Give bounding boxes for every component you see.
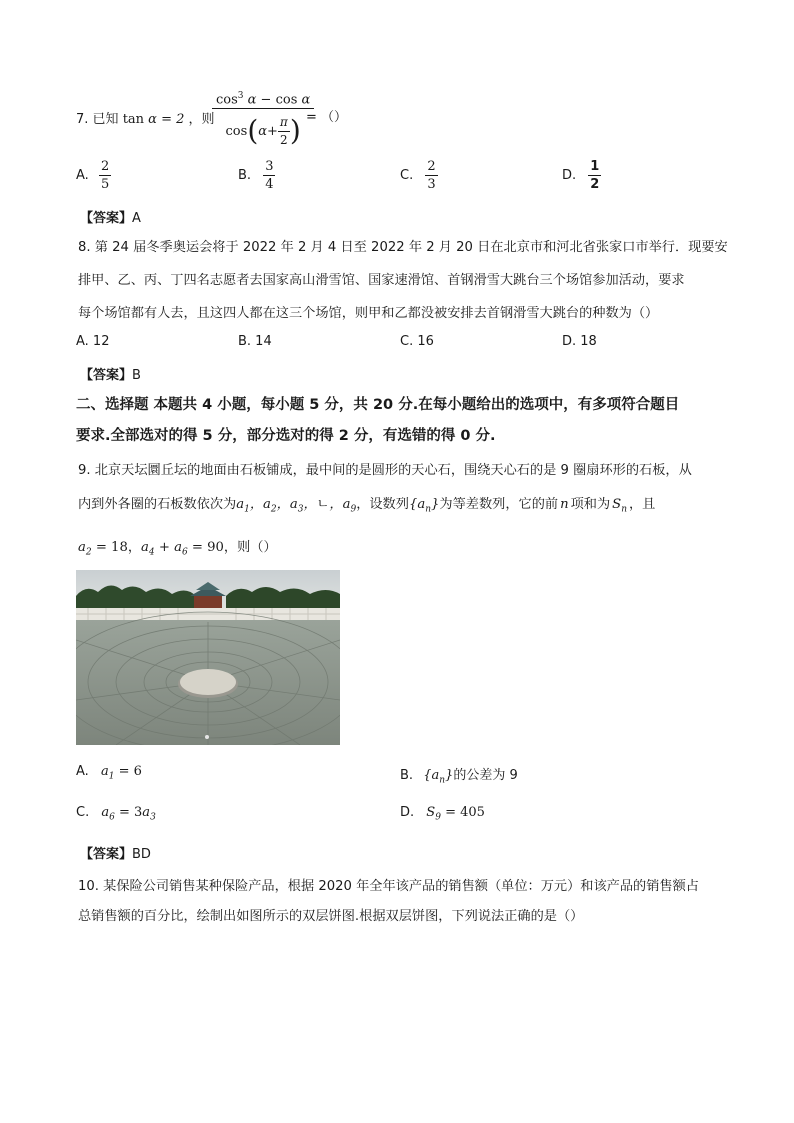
q8-answer-label: 【答案】: [80, 368, 133, 383]
q7-option-b-letter: B.: [238, 168, 252, 183]
q9-line-2: 内到外各圈的石板数依次为$a_1$，$a_2$，$a_3$，ㄴ，$a_9$，设数列$\{a_n\}$为等差数列，它的前 n 项和为 $S_n$ ，且: [78, 497, 656, 515]
q7-option-d-letter: D.: [562, 168, 577, 183]
q9-answer: [80, 843, 151, 862]
q7-option-c-letter: C.: [400, 168, 414, 183]
q9-option-c[interactable]: C. $a_6 = 3a_3$: [76, 805, 156, 823]
q7-tail: = （）: [306, 110, 348, 125]
q7-option-c[interactable]: C. $\frac{2}{3}$: [400, 159, 436, 192]
q7-fraction: [212, 88, 314, 153]
q9-option-d[interactable]: D. $S_9 = 405$: [400, 805, 485, 823]
q7-option-b[interactable]: B. $\frac{3}{4}$: [238, 159, 274, 192]
q7-frac-denominator: cos ( α+ $\frac{\pi}{2}$ ): [225, 114, 301, 148]
q8-answer: [80, 364, 141, 383]
section-2-heading-line-2: 要求.全部选对的得 5 分，部分选对的得 2 分，有选错的得 0 分.: [76, 428, 496, 444]
q9-line-1: 9. 北京天坛圜丘坛的地面由石板铺成，最中间的是圆形的天心石，围绕天心石的是 9 圈扇环形的石板，从: [78, 463, 692, 478]
q7-option-d[interactable]: D. $\frac{1}{2}$: [562, 159, 600, 192]
q7-option-a[interactable]: A. $\frac{2}{5}$: [76, 159, 110, 192]
q7-then: ，则: [188, 112, 215, 127]
q9-sequence: $a_1$，$a_2$，$a_3$，ㄴ，$a_9$: [236, 497, 357, 515]
q8-option-c[interactable]: C. 16: [400, 334, 434, 349]
q7-answer-label: 【答案】: [80, 211, 133, 226]
q7-answer: [80, 207, 141, 226]
q7-answer-value: A: [132, 211, 141, 226]
q7-stem: [76, 108, 215, 127]
q8-line-2: 排甲、乙、丙、丁四名志愿者去国家高山滑雪馆、国家速滑馆、首钢滑雪大跳台三个场馆参加活动，要求: [78, 273, 685, 288]
q8-option-a[interactable]: A. 12: [76, 334, 110, 349]
q8-line-1: 8. 第 24 届冬季奥运会将于 2022 年 2 月 4 日至 2022 年 2 月 20 日在北京市和河北省张家口市举行．现要安: [78, 240, 728, 255]
q9-line-3: $a_2 = 18$，$a_4 + a_6 = 90$，则（）: [78, 540, 277, 558]
q9-sum-symbol: $S_n$: [612, 497, 627, 515]
q9-option-a[interactable]: A. $a_1 = 6$: [76, 764, 142, 782]
q9-option-b[interactable]: B. $\{a_n\}$的公差为 9: [400, 768, 518, 786]
q8-line-3: 每个场馆都有人去，且这四人都在这三个场馆，则甲和乙都没被安排去首钢滑雪大跳台的种数为（）: [78, 306, 659, 321]
circular-mound-altar-photo: [76, 570, 340, 745]
section-2-heading-line-1: 二、选择题 本题共 4 小题，每小题 5 分，共 20 分.在每小题给出的选项中，有多项符合题目: [76, 397, 680, 413]
q7-prefix: 7. 已知: [76, 112, 119, 127]
q8-option-d[interactable]: D. 18: [562, 334, 597, 349]
q10-line-1: 10. 某保险公司销售某种保险产品，根据 2020 年全年该产品的销售额（单位：万元）和该产品的销售额占: [78, 879, 699, 894]
q9-conditions: $a_2 = 18$，$a_4 + a_6 = 90$: [78, 540, 224, 558]
q7-option-a-letter: A.: [76, 168, 89, 183]
q7-frac-numerator: $\cos^3 \alpha - \cos \alpha$: [212, 88, 314, 109]
q8-option-b[interactable]: B. 14: [238, 334, 272, 349]
q9-answer-value: BD: [132, 847, 151, 862]
q10-line-2: 总销售额的百分比，绘制出如图所示的双层饼图.根据双层饼图，下列说法正确的是（）: [78, 909, 584, 924]
q9-sequence-name: $\{a_n\}$: [408, 497, 440, 515]
q7-given: tan α = 2: [122, 112, 185, 127]
q8-answer-value: B: [132, 368, 141, 383]
q9-answer-label: 【答案】: [80, 847, 133, 862]
